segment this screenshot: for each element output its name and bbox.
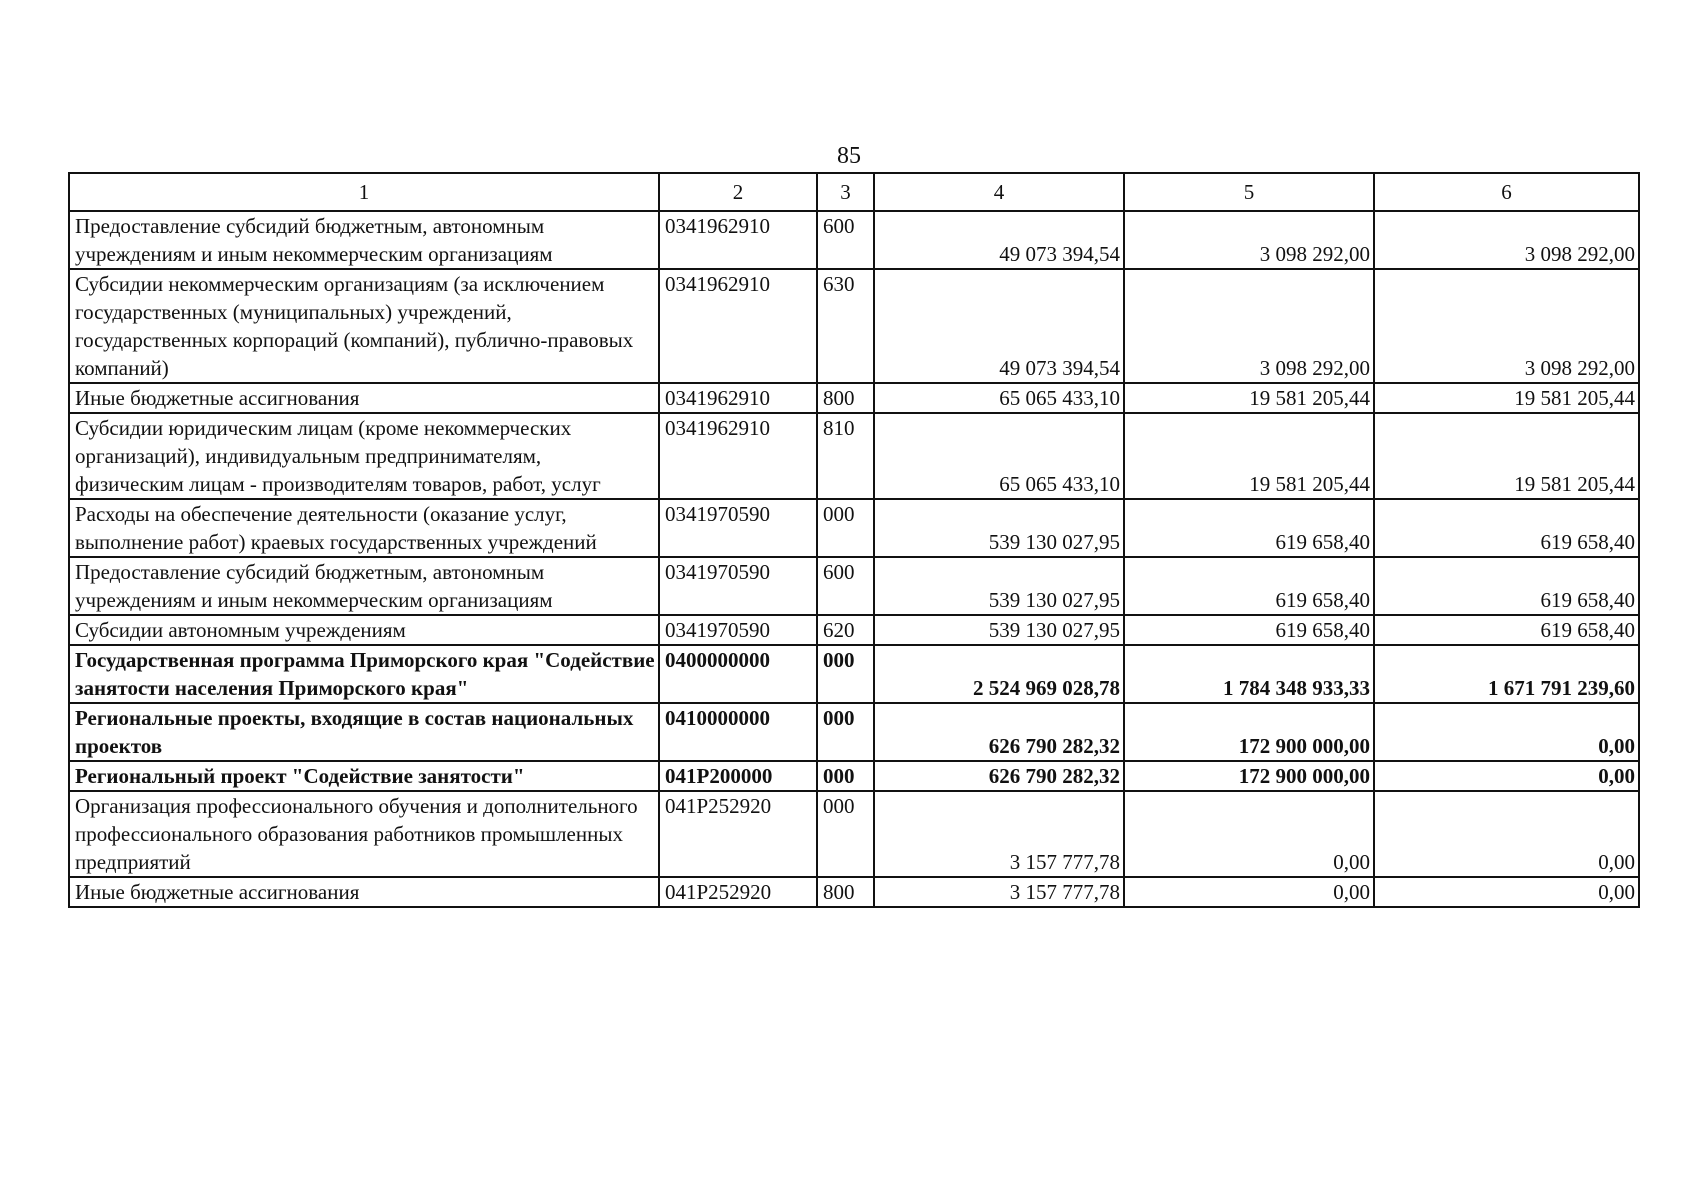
expense-type-cell: 000 xyxy=(817,791,874,877)
column-header: 4 xyxy=(874,173,1124,211)
expense-type-cell: 810 xyxy=(817,413,874,499)
row-name-cell: Организация профессионального обучения и дополнительного профессионального образования работников промышленных предприятий xyxy=(69,791,659,877)
amount-col4-cell: 539 130 027,95 xyxy=(874,499,1124,557)
amount-col6-cell: 619 658,40 xyxy=(1374,499,1639,557)
amount-col4-cell: 2 524 969 028,78 xyxy=(874,645,1124,703)
amount-col5-cell: 1 784 348 933,33 xyxy=(1124,645,1374,703)
amount-col5-cell: 3 098 292,00 xyxy=(1124,211,1374,269)
expense-type-cell: 630 xyxy=(817,269,874,383)
amount-col4-cell: 539 130 027,95 xyxy=(874,557,1124,615)
amount-col5-cell: 619 658,40 xyxy=(1124,499,1374,557)
amount-col4-cell: 539 130 027,95 xyxy=(874,615,1124,645)
amount-col4-cell: 3 157 777,78 xyxy=(874,877,1124,907)
table-body xyxy=(69,211,1639,907)
header-row xyxy=(69,173,1639,211)
amount-col6-cell: 619 658,40 xyxy=(1374,557,1639,615)
row-name-cell: Субсидии автономным учреждениям xyxy=(69,615,659,645)
table-row xyxy=(69,383,1639,413)
target-article-cell: 041P200000 xyxy=(659,761,817,791)
amount-col4-cell: 65 065 433,10 xyxy=(874,413,1124,499)
target-article-cell: 0410000000 xyxy=(659,703,817,761)
target-article-cell: 041P252920 xyxy=(659,791,817,877)
amount-col4-cell: 65 065 433,10 xyxy=(874,383,1124,413)
expense-type-cell: 600 xyxy=(817,557,874,615)
table-row xyxy=(69,211,1639,269)
amount-col5-cell: 172 900 000,00 xyxy=(1124,761,1374,791)
row-name-cell: Субсидии юридическим лицам (кроме некоммерческих организаций), индивидуальным предпринимателям, физическим лицам - производителям товаров, работ, услуг xyxy=(69,413,659,499)
row-name-cell: Иные бюджетные ассигнования xyxy=(69,383,659,413)
amount-col5-cell: 19 581 205,44 xyxy=(1124,413,1374,499)
expense-type-cell: 800 xyxy=(817,383,874,413)
target-article-cell: 041P252920 xyxy=(659,877,817,907)
budget-table xyxy=(68,172,1640,908)
target-article-cell: 0341970590 xyxy=(659,615,817,645)
table-row xyxy=(69,615,1639,645)
table-row xyxy=(69,791,1639,877)
expense-type-cell: 000 xyxy=(817,703,874,761)
row-name-cell: Региональный проект "Содействие занятости" xyxy=(69,761,659,791)
amount-col6-cell: 0,00 xyxy=(1374,761,1639,791)
amount-col5-cell: 172 900 000,00 xyxy=(1124,703,1374,761)
row-name-cell: Предоставление субсидий бюджетным, автономным учреждениям и иным некоммерческим организациям xyxy=(69,557,659,615)
row-name-cell: Иные бюджетные ассигнования xyxy=(69,877,659,907)
amount-col4-cell: 49 073 394,54 xyxy=(874,269,1124,383)
target-article-cell: 0341962910 xyxy=(659,269,817,383)
amount-col4-cell: 626 790 282,32 xyxy=(874,703,1124,761)
expense-type-cell: 600 xyxy=(817,211,874,269)
target-article-cell: 0341962910 xyxy=(659,413,817,499)
row-name-cell: Региональные проекты, входящие в состав национальных проектов xyxy=(69,703,659,761)
amount-col6-cell: 1 671 791 239,60 xyxy=(1374,645,1639,703)
amount-col6-cell: 0,00 xyxy=(1374,791,1639,877)
table-row xyxy=(69,761,1639,791)
amount-col6-cell: 0,00 xyxy=(1374,877,1639,907)
target-article-cell: 0341962910 xyxy=(659,383,817,413)
expense-type-cell: 620 xyxy=(817,615,874,645)
target-article-cell: 0341970590 xyxy=(659,499,817,557)
table-row xyxy=(69,877,1639,907)
amount-col4-cell: 626 790 282,32 xyxy=(874,761,1124,791)
amount-col5-cell: 19 581 205,44 xyxy=(1124,383,1374,413)
column-header: 3 xyxy=(817,173,874,211)
expense-type-cell: 000 xyxy=(817,645,874,703)
amount-col5-cell: 0,00 xyxy=(1124,877,1374,907)
row-name-cell: Предоставление субсидий бюджетным, автономным учреждениям и иным некоммерческим организациям xyxy=(69,211,659,269)
target-article-cell: 0400000000 xyxy=(659,645,817,703)
table-row xyxy=(69,413,1639,499)
amount-col5-cell: 619 658,40 xyxy=(1124,557,1374,615)
table-row xyxy=(69,269,1639,383)
table-row xyxy=(69,499,1639,557)
amount-col5-cell: 3 098 292,00 xyxy=(1124,269,1374,383)
target-article-cell: 0341970590 xyxy=(659,557,817,615)
column-header: 2 xyxy=(659,173,817,211)
amount-col5-cell: 0,00 xyxy=(1124,791,1374,877)
row-name-cell: Субсидии некоммерческим организациям (за исключением государственных (муниципальных) учреждений, государственных корпораций (компаний), публично-правовых компаний) xyxy=(69,269,659,383)
table-row xyxy=(69,557,1639,615)
amount-col6-cell: 3 098 292,00 xyxy=(1374,269,1639,383)
expense-type-cell: 800 xyxy=(817,877,874,907)
row-name-cell: Расходы на обеспечение деятельности (оказание услуг, выполнение работ) краевых государственных учреждений xyxy=(69,499,659,557)
table-row xyxy=(69,703,1639,761)
page-number: 85 xyxy=(837,143,861,169)
amount-col6-cell: 19 581 205,44 xyxy=(1374,413,1639,499)
amount-col4-cell: 3 157 777,78 xyxy=(874,791,1124,877)
amount-col6-cell: 0,00 xyxy=(1374,703,1639,761)
amount-col6-cell: 3 098 292,00 xyxy=(1374,211,1639,269)
column-header: 1 xyxy=(69,173,659,211)
expense-type-cell: 000 xyxy=(817,761,874,791)
amount-col4-cell: 49 073 394,54 xyxy=(874,211,1124,269)
table-row xyxy=(69,645,1639,703)
column-header: 5 xyxy=(1124,173,1374,211)
amount-col6-cell: 619 658,40 xyxy=(1374,615,1639,645)
row-name-cell: Государственная программа Приморского края "Содействие занятости населения Приморского края" xyxy=(69,645,659,703)
column-header: 6 xyxy=(1374,173,1639,211)
expense-type-cell: 000 xyxy=(817,499,874,557)
amount-col6-cell: 19 581 205,44 xyxy=(1374,383,1639,413)
target-article-cell: 0341962910 xyxy=(659,211,817,269)
table-header xyxy=(69,173,1639,211)
amount-col5-cell: 619 658,40 xyxy=(1124,615,1374,645)
